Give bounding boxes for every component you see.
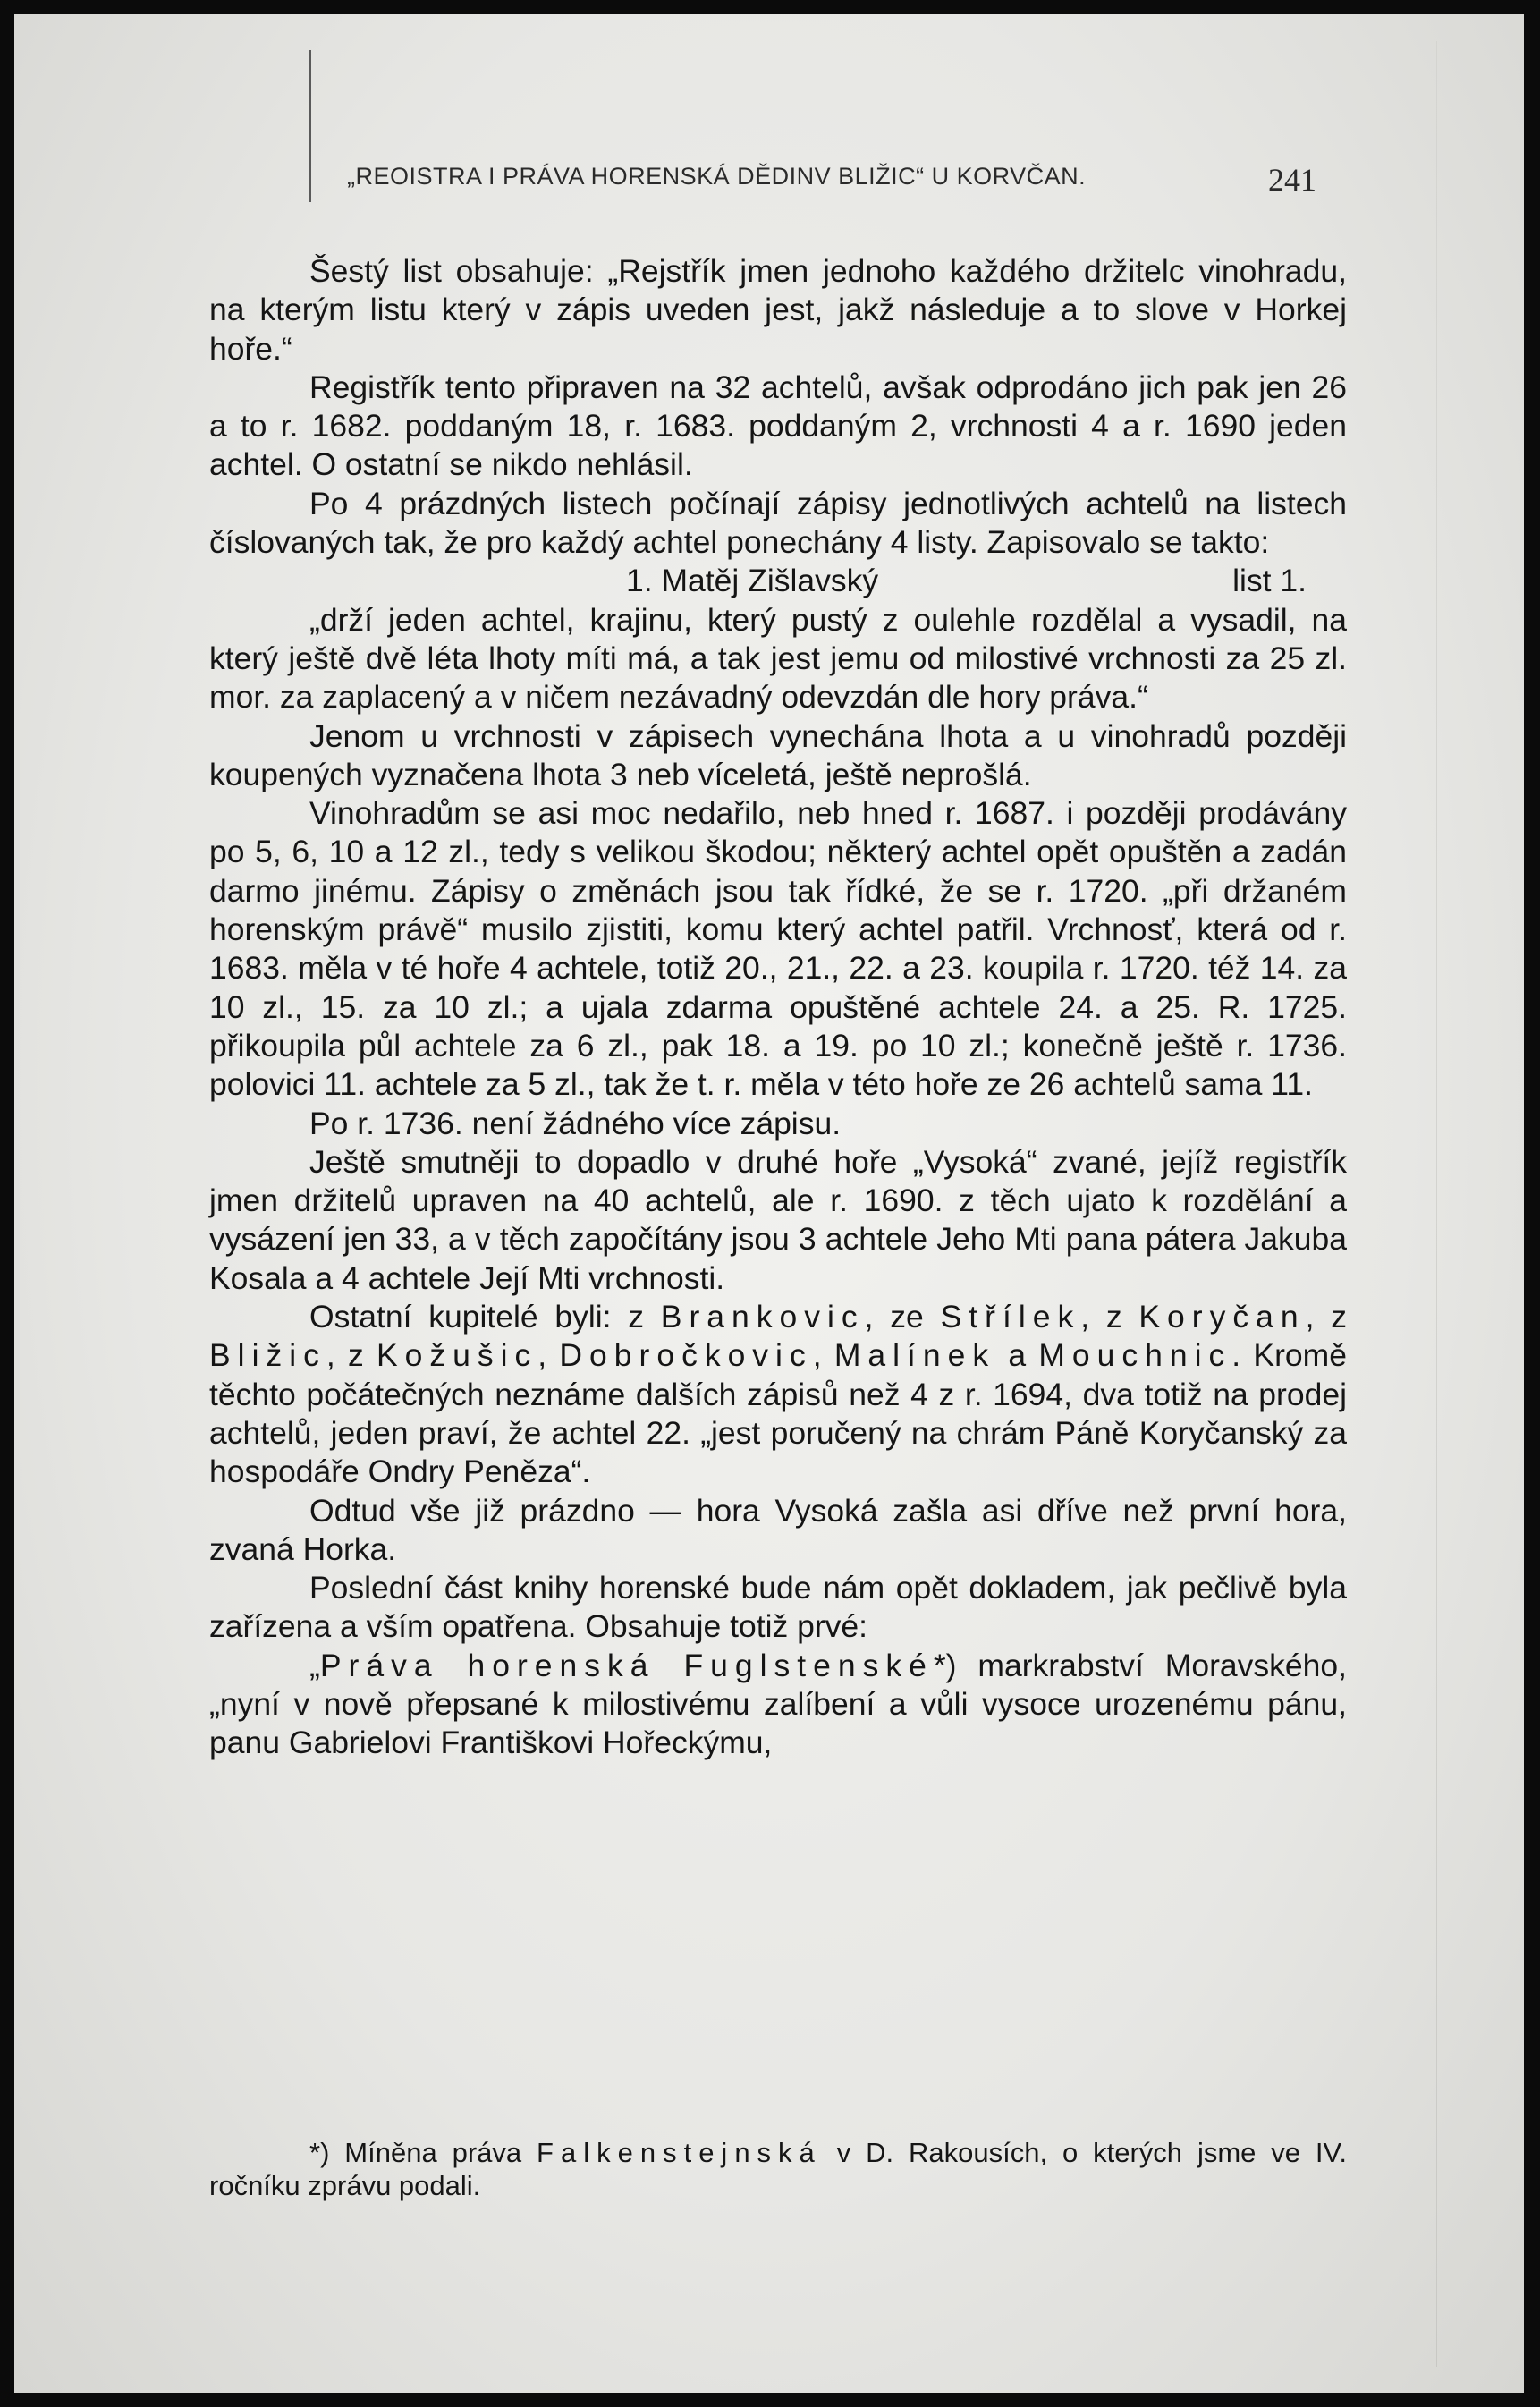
p9-text: , [537,1337,560,1374]
place-strilek: Střílek [940,1299,1081,1335]
footnote-start: *) Míněna práva [309,2137,537,2168]
p12-text: *) markrabství Moravského, „nyní v nově přepsané k milostivému zalíbení a vůli vysoce urozenému pánu, panu Gabrielovi Františkovi Hořeckýmu, [209,1647,1347,1761]
paragraph-3: Po 4 prázdných listech počínají zápisy jednotlivých achtelů na listech číslovaných tak, že pro každý achtel ponechány 4 listy. Zapisovalo se takto: [209,485,1347,561]
p9-text: Ostatní kupitelé byli: z [309,1299,661,1335]
place-korycan: Koryčan [1138,1299,1306,1335]
p9-text: a [995,1337,1039,1374]
p12-text: „ [309,1647,320,1683]
paragraph-2: Registřík tento připraven na 32 achtelů, avšak odprodáno jich pak jen 26 a to r. 1682. poddaným 18, r. 1683. poddaným 2, vrchnosti 4 a r. 1690 jeden achtel. O ostatní se nikdo nehlásil. [209,369,1347,483]
place-kozusic: Kožušic [376,1337,538,1374]
paragraph-6: Vinohradům se asi moc nedařilo, neb hned r. 1687. i později prodávány po 5, 6, 10 a 12 zl., tedy s velikou škodou; některý achtel opět opuštěn a zadán darmo jinému. Zápisy o změnách jsou tak řídké, že se r. 1720. „při držaném horenským právě“ musilo zjistiti, komu který achtel patřil. Vrchnosť, která od r. 1683. měla v té hoře 4 achtele, totiž 20., 21., 22. a 23. koupila r. 1720. též 14. za 10 zl., 15. za 10 zl.; a ujala zdarma opuštěné achtele 24. a 25. R. 1725. přikoupila půl achtele za 6 zl., pak 18. a 19. po 10 zl.; konečně ještě r. 1736. polovici 11. achtele za 5 zl., tak že t. r. měla v této hoře ze 26 achtelů sama 11. [209,795,1347,1103]
paragraph-11: Poslední část knihy horenské bude nám opět dokladem, jak pečlivě byla zařízena a vším opatřena. Obsahuje totiž prvé: [209,1570,1347,1645]
paragraph-9 [209,1298,1347,1491]
running-title: „REOISTRA I PRÁVA HORENSKÁ DĚDINV BLIŽIC“ U KORVČAN. [347,163,1087,190]
place-malinek: Malínek [833,1337,996,1374]
place-dobrockovic: Dobročkovic [559,1337,813,1374]
place-mouchnic: Mouchnic [1038,1337,1232,1374]
p9-text: . Kromě těchto počátečných neznáme dalších zápisů než 4 z r. 1694, dva totiž na prodej achtelů, jeden praví, že achtel 22. „jest poručený na chrám Páně Koryčanský za hospodáře Ondry Peněza“. [209,1337,1347,1490]
book-page [14,14,1524,2393]
title-prava-horenska: Práva horenská Fuglstenské [319,1647,934,1683]
p9-text: , z [1305,1299,1347,1335]
place-blizic: Bližic [209,1337,326,1374]
entry-name: 1. Matěj Zišlavský [626,563,879,599]
place-brankovic: Brankovic [660,1299,865,1335]
entry-line [209,562,1347,600]
paragraph-8: Ještě smutněji to dopadlo v druhé hoře „Vysoká“ zvané, jejíž registřík jmen držitelů upraven na 40 achtelů, ale r. 1690. z těch ujato k rozdělání a vysázení jen 33, a v těch započítány jsou 3 achtele Jeho Mti pana pátera Jakuba Kosala a 4 achtele Její Mti vrchnosti. [209,1143,1347,1296]
p9-text: , [812,1337,834,1374]
paragraph-4: „drží jeden achtel, krajinu, který pustý z oulehle rozdělal a vysadil, na který ještě dvě léta lhoty míti má, a tak jest jemu od milostivé vrchnosti za 25 zl. mor. za zaplacený a v ničem nezávadný odevzdán dle hory práva.“ [209,601,1347,716]
p9-text: , ze [864,1299,941,1335]
paragraph-10: Odtud vše již prázdno — hora Vysoká zašla asi dříve než první hora, zvaná Horka. [209,1492,1347,1567]
page-number: 241 [1268,162,1316,198]
entry-list-ref: list 1. [1232,563,1307,599]
p9-text: , z [1080,1299,1139,1335]
paragraph-12 [209,1647,1347,1763]
footnote-end: v D. Rakousích, o kterých jsme ve IV. ročníku zprávu podali. [209,2137,1347,2201]
paragraph-5: Jenom u vrchnosti v zápisech vynechána lhota a u vinohradů později koupených vyznačena lhota 3 neb víceletá, ještě neprošlá. [209,717,1347,792]
p9-text: , z [326,1337,377,1374]
footnote-falkenstejnska: Falkenstejnská [537,2137,822,2168]
footnote [209,2136,1347,2202]
footnote-text [209,2136,1347,2202]
paragraph-1: Šestý list obsahuje: „Rejstřík jmen jednoho každého držitelc vinohradu, na kterým listu který v zápis uveden jest, jakž následuje a to slove v Horkej hoře.“ [209,253,1347,367]
paragraph-7: Po r. 1736. není žádného více zápisu. [309,1105,842,1141]
body-text [209,252,1347,1763]
